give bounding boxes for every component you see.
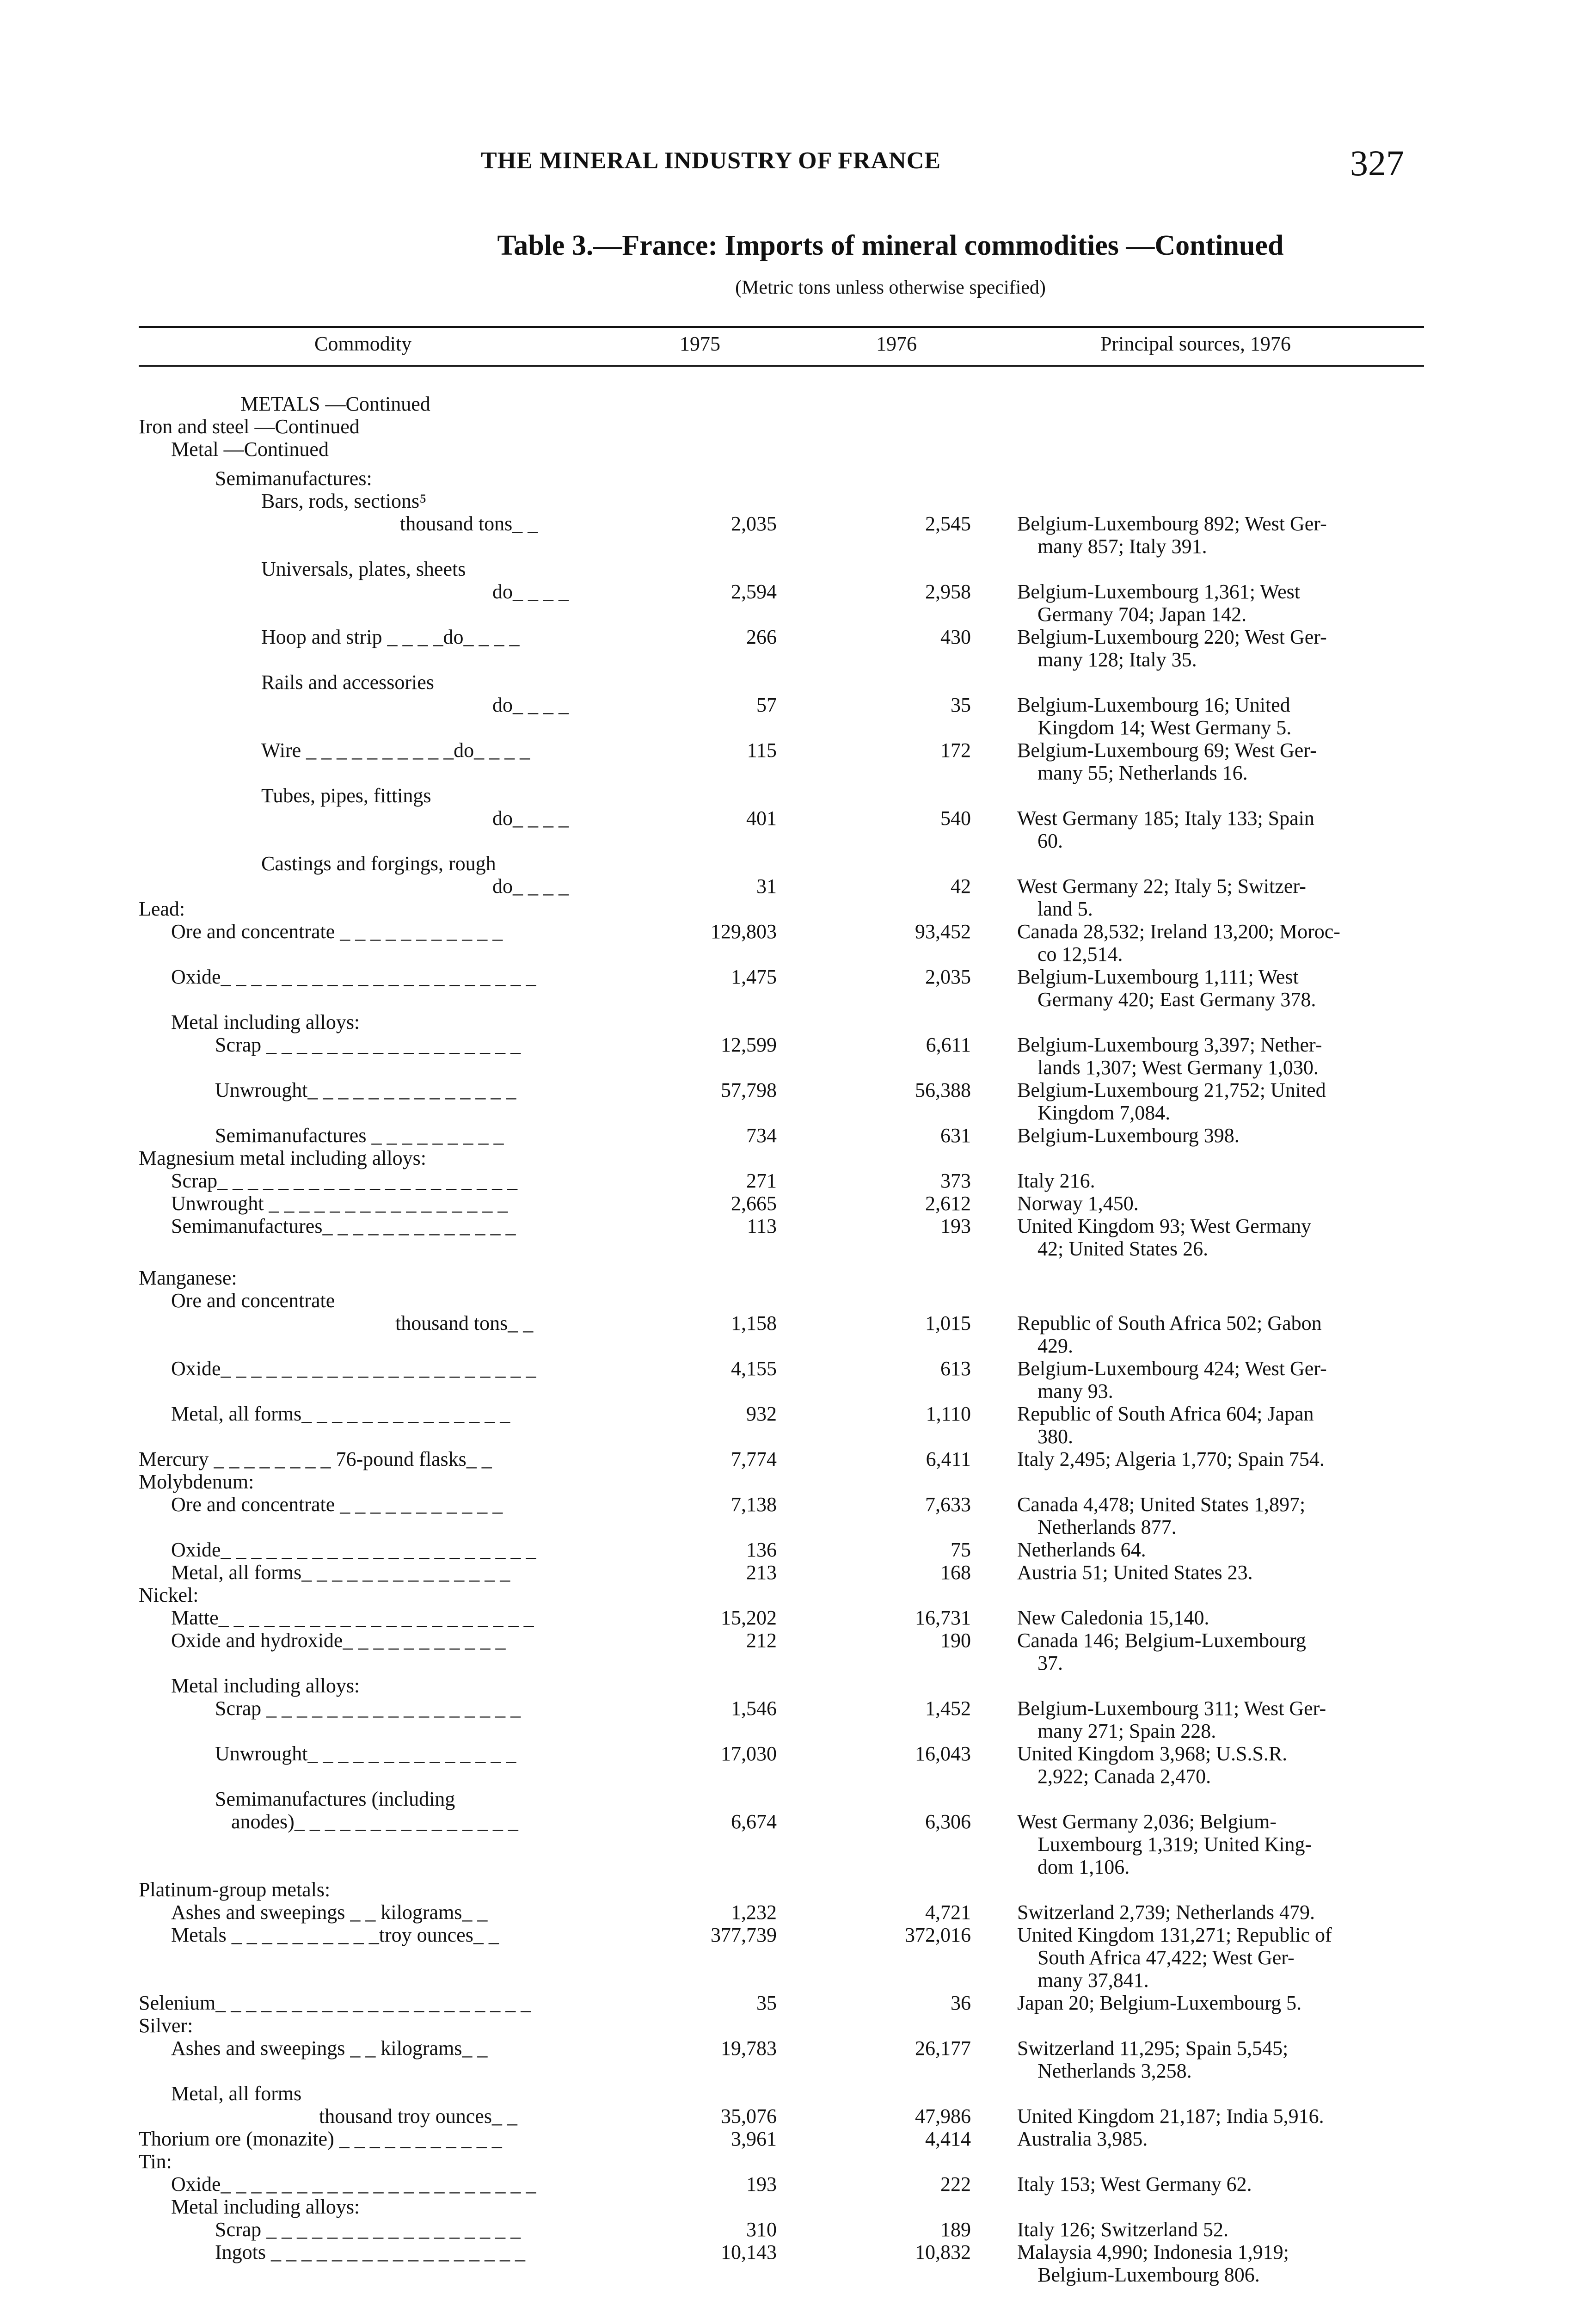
commodity-cell: Platinum-group metals:	[139, 1878, 331, 1901]
table-row	[0, 1147, 1596, 1169]
commodity-cell: Scrap_ _ _ _ _ _ _ _ _ _ _ _ _ _ _ _ _ _ _ _	[171, 1169, 518, 1192]
table-row	[0, 648, 1596, 671]
commodity-cell: Metal including alloys:	[171, 2195, 360, 2218]
sources-cell: 37.	[1017, 1652, 1063, 1674]
sources-cell: 380.	[1017, 1425, 1073, 1448]
commodity-cell: Ashes and sweepings _ _ kilograms_ _	[171, 1901, 488, 1924]
sources-cell: Belgium-Luxembourg 1,361; West	[1017, 580, 1301, 603]
table-row	[0, 1312, 1596, 1334]
value-1975: 15,202	[721, 1606, 777, 1629]
value-1976: 35	[951, 694, 971, 716]
commodity-cell: Tubes, pipes, fittings	[261, 784, 431, 807]
sources-cell: Canada 4,478; United States 1,897;	[1017, 1493, 1306, 1516]
value-1976: 36	[951, 1992, 971, 2014]
value-1975: 310	[746, 2218, 777, 2241]
sources-cell: Italy 153; West Germany 62.	[1017, 2173, 1252, 2195]
sources-cell: Republic of South Africa 604; Japan	[1017, 1402, 1314, 1425]
commodity-cell: do_ _ _ _	[492, 875, 569, 898]
table-row	[0, 1878, 1596, 1901]
table-row	[0, 1856, 1596, 1878]
sources-cell: Belgium-Luxembourg 892; West Ger-	[1017, 512, 1327, 535]
sources-cell: United Kingdom 131,271; Republic of	[1017, 1924, 1332, 1946]
sources-cell: Japan 20; Belgium-Luxembourg 5.	[1017, 1992, 1302, 2014]
sources-cell: 429.	[1017, 1334, 1073, 1357]
value-1976: 430	[940, 626, 971, 648]
table-row	[0, 1538, 1596, 1561]
table-body	[0, 386, 1596, 2286]
table-row	[0, 1448, 1596, 1470]
sources-cell: lands 1,307; West Germany 1,030.	[1017, 1056, 1319, 1079]
value-1975: 1,546	[731, 1697, 777, 1720]
sources-cell: United Kingdom 3,968; U.S.S.R.	[1017, 1742, 1288, 1765]
commodity-cell: thousand tons_ _	[395, 1312, 534, 1334]
value-1976: 4,721	[925, 1901, 971, 1924]
table-row	[0, 1470, 1596, 1493]
commodity-cell: Scrap _ _ _ _ _ _ _ _ _ _ _ _ _ _ _ _ _	[215, 1697, 521, 1720]
commodity-cell: Wire _ _ _ _ _ _ _ _ _ _do_ _ _ _	[261, 739, 530, 762]
table-row	[0, 2060, 1596, 2082]
commodity-cell: Iron and steel —Continued	[139, 415, 360, 438]
table-row	[0, 1011, 1596, 1033]
table-row	[0, 1033, 1596, 1056]
value-1976: 16,043	[915, 1742, 971, 1765]
value-1975: 266	[746, 626, 777, 648]
table-row	[0, 2218, 1596, 2241]
value-1976: 2,545	[925, 512, 971, 535]
value-1975: 401	[746, 807, 777, 830]
table-row	[0, 943, 1596, 965]
table-row	[0, 603, 1596, 626]
table-row	[0, 739, 1596, 762]
value-1975: 35,076	[721, 2105, 777, 2128]
sources-cell: many 857; Italy 391.	[1017, 535, 1207, 558]
value-1976: 6,306	[925, 1810, 971, 1833]
sources-cell: Kingdom 14; West Germany 5.	[1017, 716, 1292, 739]
table-row	[0, 535, 1596, 558]
table-row	[0, 1742, 1596, 1765]
table-row	[0, 2173, 1596, 2195]
value-1976: 1,110	[926, 1402, 971, 1425]
value-1975: 213	[746, 1561, 777, 1584]
table-row	[0, 920, 1596, 943]
commodity-cell: Tin:	[139, 2150, 172, 2173]
table-row	[0, 1924, 1596, 1946]
sources-cell: Belgium-Luxembourg 1,111; West	[1017, 965, 1299, 988]
value-1975: 6,674	[731, 1810, 777, 1833]
value-1976: 6,611	[926, 1033, 971, 1056]
sources-cell: co 12,514.	[1017, 943, 1123, 965]
sources-cell: Kingdom 7,084.	[1017, 1101, 1171, 1124]
commodity-cell: do_ _ _ _	[492, 807, 569, 830]
sources-cell: Netherlands 64.	[1017, 1538, 1146, 1561]
value-1975: 7,774	[731, 1448, 777, 1470]
value-1976: 2,612	[925, 1192, 971, 1215]
commodity-cell: Lead:	[139, 898, 185, 920]
commodity-cell: Scrap _ _ _ _ _ _ _ _ _ _ _ _ _ _ _ _ _	[215, 1033, 521, 1056]
commodity-cell: Scrap _ _ _ _ _ _ _ _ _ _ _ _ _ _ _ _ _	[215, 2218, 521, 2241]
table-row	[0, 2195, 1596, 2218]
sources-cell: Switzerland 2,739; Netherlands 479.	[1017, 1901, 1315, 1924]
value-1976: 1,015	[925, 1312, 971, 1334]
commodity-cell: METALS —Continued	[240, 393, 430, 415]
value-1976: 10,832	[915, 2241, 971, 2263]
table-row	[0, 1124, 1596, 1147]
value-1976: 631	[940, 1124, 971, 1147]
table-row	[0, 762, 1596, 784]
table-row	[0, 1946, 1596, 1969]
table-row	[0, 1901, 1596, 1924]
sources-cell: Italy 2,495; Algeria 1,770; Spain 754.	[1017, 1448, 1325, 1470]
value-1976: 7,633	[925, 1493, 971, 1516]
value-1976: 75	[951, 1538, 971, 1561]
sources-cell: 60.	[1017, 830, 1063, 852]
sources-cell: Belgium-Luxembourg 21,752; United	[1017, 1079, 1326, 1101]
commodity-cell: anodes)_ _ _ _ _ _ _ _ _ _ _ _ _ _ _	[231, 1810, 518, 1833]
table-subtitle: (Metric tons unless otherwise specified)	[735, 277, 1046, 298]
table-row	[0, 580, 1596, 603]
value-1975: 31	[756, 875, 777, 898]
table-row	[0, 898, 1596, 920]
table-row	[0, 965, 1596, 988]
commodity-cell: Unwrought_ _ _ _ _ _ _ _ _ _ _ _ _ _	[215, 1742, 516, 1765]
sources-cell: West Germany 22; Italy 5; Switzer-	[1017, 875, 1306, 898]
commodity-cell: do_ _ _ _	[492, 694, 569, 716]
sources-cell: many 37,841.	[1017, 1969, 1149, 1992]
sources-cell: Malaysia 4,990; Indonesia 1,919;	[1017, 2241, 1289, 2263]
table-row	[0, 1516, 1596, 1538]
sources-cell: Switzerland 11,295; Spain 5,545;	[1017, 2037, 1289, 2060]
value-1976: 190	[940, 1629, 971, 1652]
value-1975: 932	[746, 1402, 777, 1425]
value-1975: 113	[747, 1215, 777, 1237]
sources-cell: Belgium-Luxembourg 806.	[1017, 2263, 1260, 2286]
sources-cell: Belgium-Luxembourg 424; West Ger-	[1017, 1357, 1327, 1380]
table-row	[0, 1969, 1596, 1992]
value-1976: 189	[940, 2218, 971, 2241]
sources-cell: many 93.	[1017, 1380, 1113, 1402]
col-header-commodity: Commodity	[314, 332, 412, 355]
table-row	[0, 1652, 1596, 1674]
table-row	[0, 512, 1596, 535]
sources-cell: Luxembourg 1,319; United King-	[1017, 1833, 1312, 1856]
sources-cell: Australia 3,985.	[1017, 2128, 1148, 2150]
commodity-cell: Metal, all forms_ _ _ _ _ _ _ _ _ _ _ _ _ _	[171, 1561, 510, 1584]
sources-cell: Netherlands 877.	[1017, 1516, 1177, 1538]
value-1975: 2,665	[731, 1192, 777, 1215]
value-1976: 222	[940, 2173, 971, 2195]
commodity-cell: Semimanufactures:	[215, 467, 372, 490]
value-1975: 1,158	[731, 1312, 777, 1334]
table-row	[0, 1810, 1596, 1833]
commodity-cell: Universals, plates, sheets	[261, 558, 466, 580]
table-row	[0, 1402, 1596, 1425]
table-row	[0, 1584, 1596, 1606]
value-1975: 271	[746, 1169, 777, 1192]
table-row	[0, 626, 1596, 648]
col-header-sources: Principal sources, 1976	[1100, 332, 1291, 355]
value-1975: 193	[746, 2173, 777, 2195]
commodity-cell: Ore and concentrate _ _ _ _ _ _ _ _ _ _ _	[171, 920, 503, 943]
table-row	[0, 467, 1596, 490]
table-row	[0, 393, 1596, 415]
value-1975: 17,030	[721, 1742, 777, 1765]
sources-cell: West Germany 185; Italy 133; Spain	[1017, 807, 1314, 830]
value-1975: 1,232	[731, 1901, 777, 1924]
commodity-cell: Oxide and hydroxide_ _ _ _ _ _ _ _ _ _ _	[171, 1629, 506, 1652]
commodity-cell: Molybdenum:	[139, 1470, 254, 1493]
sources-cell: Belgium-Luxembourg 3,397; Nether-	[1017, 1033, 1322, 1056]
value-1975: 57,798	[721, 1079, 777, 1101]
commodity-cell: thousand troy ounces_ _	[319, 2105, 517, 2128]
table-row	[0, 1101, 1596, 1124]
table-header-rule	[139, 365, 1424, 367]
table-row	[0, 1765, 1596, 1788]
table-row	[0, 1697, 1596, 1720]
value-1976: 2,958	[925, 580, 971, 603]
sources-cell: United Kingdom 21,187; India 5,916.	[1017, 2105, 1324, 2128]
commodity-cell: Unwrought _ _ _ _ _ _ _ _ _ _ _ _ _ _ _ _	[171, 1192, 508, 1215]
commodity-cell: Semimanufactures_ _ _ _ _ _ _ _ _ _ _ _ _	[171, 1215, 516, 1237]
value-1975: 377,739	[711, 1924, 777, 1946]
value-1976: 540	[940, 807, 971, 830]
table-row	[0, 2150, 1596, 2173]
commodity-cell: Matte_ _ _ _ _ _ _ _ _ _ _ _ _ _ _ _ _ _ _ _ _	[171, 1606, 534, 1629]
table-row	[0, 694, 1596, 716]
value-1975: 19,783	[721, 2037, 777, 2060]
commodity-cell: Oxide_ _ _ _ _ _ _ _ _ _ _ _ _ _ _ _ _ _ _ _ _	[171, 1357, 536, 1380]
table-row	[0, 1561, 1596, 1584]
commodity-cell: Semimanufactures _ _ _ _ _ _ _ _ _	[215, 1124, 504, 1147]
table-row	[0, 1380, 1596, 1402]
table-row	[0, 852, 1596, 875]
table-row	[0, 988, 1596, 1011]
sources-cell: dom 1,106.	[1017, 1856, 1130, 1878]
value-1976: 373	[940, 1169, 971, 1192]
table-row	[0, 1215, 1596, 1237]
table-row	[0, 1493, 1596, 1516]
value-1975: 57	[756, 694, 777, 716]
value-1976: 42	[951, 875, 971, 898]
value-1976: 2,035	[925, 965, 971, 988]
col-header-1975: 1975	[680, 332, 720, 355]
commodity-cell: Ingots _ _ _ _ _ _ _ _ _ _ _ _ _ _ _ _ _	[215, 2241, 525, 2263]
value-1975: 7,138	[731, 1493, 777, 1516]
value-1975: 115	[747, 739, 777, 762]
sources-cell: New Caledonia 15,140.	[1017, 1606, 1209, 1629]
table-row	[0, 1056, 1596, 1079]
table-row	[0, 490, 1596, 512]
value-1976: 47,986	[915, 2105, 971, 2128]
value-1975: 1,475	[731, 965, 777, 988]
table-row	[0, 1192, 1596, 1215]
value-1976: 4,414	[925, 2128, 971, 2150]
commodity-cell: Semimanufactures (including	[215, 1788, 455, 1810]
commodity-cell: Oxide_ _ _ _ _ _ _ _ _ _ _ _ _ _ _ _ _ _ _ _ _	[171, 2173, 536, 2195]
table-row	[0, 784, 1596, 807]
sources-cell: South Africa 47,422; West Ger-	[1017, 1946, 1295, 1969]
table-top-rule	[139, 326, 1424, 328]
value-1975: 734	[746, 1124, 777, 1147]
commodity-cell: Metal, all forms_ _ _ _ _ _ _ _ _ _ _ _ _ _	[171, 1402, 510, 1425]
value-1976: 372,016	[905, 1924, 971, 1946]
commodity-cell: Magnesium metal including alloys:	[139, 1147, 427, 1169]
sources-cell: Republic of South Africa 502; Gabon	[1017, 1312, 1322, 1334]
table-row	[0, 807, 1596, 830]
commodity-cell: Selenium_ _ _ _ _ _ _ _ _ _ _ _ _ _ _ _ _ _ _ _ _	[139, 1992, 531, 2014]
value-1975: 3,961	[731, 2128, 777, 2150]
commodity-cell: Mercury _ _ _ _ _ _ _ _ 76-pound flasks_ _	[139, 1448, 492, 1470]
sources-cell: many 55; Netherlands 16.	[1017, 762, 1248, 784]
table-row	[0, 1788, 1596, 1810]
sources-cell: land 5.	[1017, 898, 1093, 920]
commodity-cell: Castings and forgings, rough	[261, 852, 496, 875]
sources-cell: Belgium-Luxembourg 16; United	[1017, 694, 1290, 716]
value-1975: 2,594	[731, 580, 777, 603]
sources-cell: Belgium-Luxembourg 311; West Ger-	[1017, 1697, 1326, 1720]
sources-cell: many 271; Spain 228.	[1017, 1720, 1216, 1742]
commodity-cell: Ashes and sweepings _ _ kilograms_ _	[171, 2037, 488, 2060]
table-row	[0, 2037, 1596, 2060]
sources-cell: 2,922; Canada 2,470.	[1017, 1765, 1211, 1788]
value-1975: 4,155	[731, 1357, 777, 1380]
value-1976: 93,452	[915, 920, 971, 943]
value-1976: 16,731	[915, 1606, 971, 1629]
table-row	[0, 558, 1596, 580]
table-row	[0, 1079, 1596, 1101]
sources-cell: 42; United States 26.	[1017, 1237, 1209, 1260]
table-row	[0, 671, 1596, 694]
table-row	[0, 1357, 1596, 1380]
sources-cell: West Germany 2,036; Belgium-	[1017, 1810, 1277, 1833]
commodity-cell: Metal including alloys:	[171, 1011, 360, 1033]
table-row	[0, 2128, 1596, 2150]
value-1975: 12,599	[721, 1033, 777, 1056]
commodity-cell: Nickel:	[139, 1584, 199, 1606]
table-row	[0, 2263, 1596, 2286]
page-number: 327	[1350, 143, 1404, 183]
sources-cell: Belgium-Luxembourg 398.	[1017, 1124, 1240, 1147]
value-1976: 56,388	[915, 1079, 971, 1101]
value-1975: 129,803	[711, 920, 777, 943]
sources-cell: Germany 704; Japan 142.	[1017, 603, 1247, 626]
table-row	[0, 2105, 1596, 2128]
table-row	[0, 1289, 1596, 1312]
table-row	[0, 2241, 1596, 2263]
sources-cell: Netherlands 3,258.	[1017, 2060, 1192, 2082]
commodity-cell: Bars, rods, sections⁵	[261, 490, 427, 512]
value-1975: 136	[746, 1538, 777, 1561]
commodity-cell: Ore and concentrate _ _ _ _ _ _ _ _ _ _ _	[171, 1493, 503, 1516]
commodity-cell: Metal including alloys:	[171, 1674, 360, 1697]
table-row	[0, 1425, 1596, 1448]
sources-cell: Norway 1,450.	[1017, 1192, 1139, 1215]
value-1976: 168	[940, 1561, 971, 1584]
sources-cell: Austria 51; United States 23.	[1017, 1561, 1253, 1584]
table-row	[0, 1334, 1596, 1357]
table-row	[0, 1606, 1596, 1629]
value-1976: 613	[940, 1357, 971, 1380]
commodity-cell: Manganese:	[139, 1267, 237, 1289]
commodity-cell: Metal —Continued	[171, 438, 329, 461]
value-1976: 193	[940, 1215, 971, 1237]
table-row	[0, 716, 1596, 739]
commodity-cell: Metal, all forms	[171, 2082, 302, 2105]
commodity-cell: Oxide_ _ _ _ _ _ _ _ _ _ _ _ _ _ _ _ _ _ _ _ _	[171, 965, 536, 988]
sources-cell: United Kingdom 93; West Germany	[1017, 1215, 1312, 1237]
table-row	[0, 2082, 1596, 2105]
value-1976: 172	[940, 739, 971, 762]
table-row	[0, 830, 1596, 852]
value-1975: 212	[746, 1629, 777, 1652]
sources-cell: Italy 126; Switzerland 52.	[1017, 2218, 1229, 2241]
commodity-cell: Hoop and strip _ _ _ _do_ _ _ _	[261, 626, 520, 648]
table-row	[0, 1992, 1596, 2014]
commodity-cell: Unwrought_ _ _ _ _ _ _ _ _ _ _ _ _ _	[215, 1079, 516, 1101]
value-1976: 6,411	[926, 1448, 971, 1470]
commodity-cell: Oxide_ _ _ _ _ _ _ _ _ _ _ _ _ _ _ _ _ _ _ _ _	[171, 1538, 536, 1561]
table-row	[0, 1169, 1596, 1192]
sources-cell: Belgium-Luxembourg 220; West Ger-	[1017, 626, 1327, 648]
table-row	[0, 415, 1596, 438]
table-row	[0, 438, 1596, 461]
sources-cell: Belgium-Luxembourg 69; West Ger-	[1017, 739, 1317, 762]
sources-cell: Canada 28,532; Ireland 13,200; Moroc-	[1017, 920, 1340, 943]
value-1976: 26,177	[915, 2037, 971, 2060]
table-row	[0, 2014, 1596, 2037]
table-row	[0, 875, 1596, 898]
commodity-cell: Silver:	[139, 2014, 193, 2037]
commodity-cell: Ore and concentrate	[171, 1289, 335, 1312]
table-row	[0, 1267, 1596, 1289]
sources-cell: Canada 146; Belgium-Luxembourg	[1017, 1629, 1306, 1652]
sources-cell: Germany 420; East Germany 378.	[1017, 988, 1316, 1011]
sources-cell: Italy 216.	[1017, 1169, 1095, 1192]
table-row	[0, 1833, 1596, 1856]
running-head: THE MINERAL INDUSTRY OF FRANCE	[481, 148, 941, 174]
col-header-1976: 1976	[876, 332, 917, 355]
table-row	[0, 1629, 1596, 1652]
commodity-cell: do_ _ _ _	[492, 580, 569, 603]
table-title: Table 3.—France: Imports of mineral commodities —Continued	[497, 230, 1284, 261]
commodity-cell: Metals _ _ _ _ _ _ _ _ _ _troy ounces_ _	[171, 1924, 499, 1946]
table-row	[0, 1674, 1596, 1697]
value-1976: 1,452	[925, 1697, 971, 1720]
table-row	[0, 1237, 1596, 1260]
table-row	[0, 1720, 1596, 1742]
sources-cell: many 128; Italy 35.	[1017, 648, 1197, 671]
value-1975: 2,035	[731, 512, 777, 535]
value-1975: 10,143	[721, 2241, 777, 2263]
commodity-cell: thousand tons_ _	[400, 512, 538, 535]
commodity-cell: Thorium ore (monazite) _ _ _ _ _ _ _ _ _ _ _	[139, 2128, 502, 2150]
value-1975: 35	[756, 1992, 777, 2014]
commodity-cell: Rails and accessories	[261, 671, 434, 694]
